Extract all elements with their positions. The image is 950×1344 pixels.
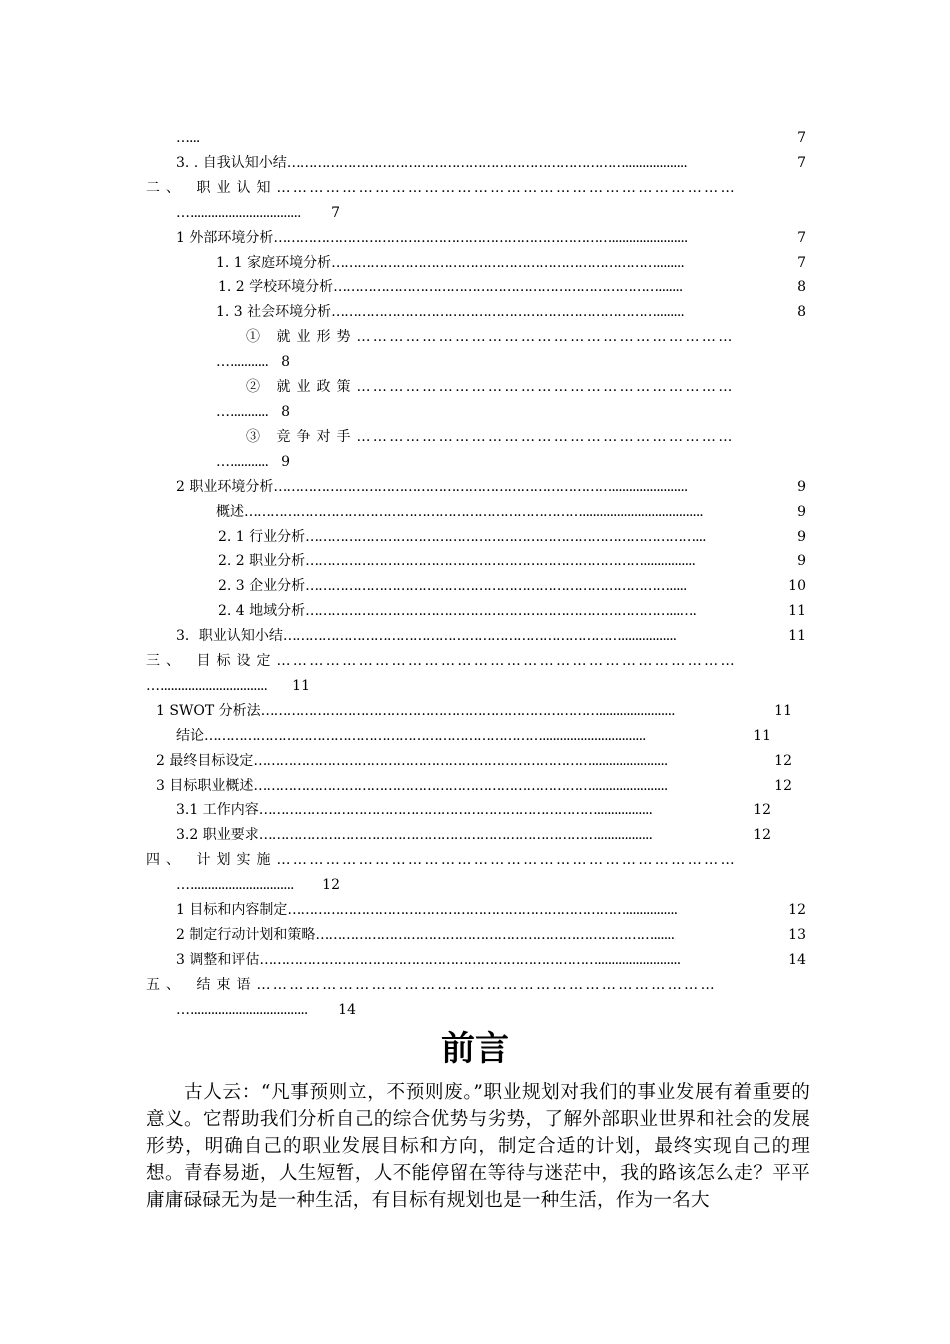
toc-page-number: 7 — [797, 130, 806, 146]
toc-entry[interactable] — [156, 776, 792, 796]
toc-entry-label: 二、 职业认知 — [146, 180, 277, 196]
toc-leader-dots: …………………………………………………………………….............................. — [204, 728, 646, 744]
toc-leader-dots: … … … … … … … … … … … … … … … … … … … … … … … … … … … … — [276, 653, 734, 669]
toc-entry[interactable] — [216, 302, 806, 322]
toc-page-number: 9 — [797, 504, 806, 520]
toc-leader-dots: …………………………………………………………………........ — [331, 304, 684, 320]
toc-entry[interactable] — [176, 203, 340, 223]
toc-entry[interactable] — [176, 626, 806, 646]
toc-entry[interactable] — [176, 1000, 356, 1020]
toc-entry[interactable] — [246, 327, 806, 347]
toc-leader-dots: ……………………………………………………………………............... — [305, 553, 695, 569]
toc-entry[interactable] — [176, 825, 771, 845]
toc-entry[interactable] — [246, 377, 806, 397]
toc-entry-label: 3. . 自我认知小结 — [176, 155, 287, 171]
toc-entry[interactable] — [176, 128, 806, 148]
toc-page-number: 7 — [797, 255, 806, 271]
toc-leader-dots: … … … … … … … … … … … … … … … … … … … … … … … — [356, 379, 732, 395]
toc-entry-label: 3.1 工作内容 — [176, 802, 259, 818]
toc-entry[interactable] — [176, 228, 806, 248]
toc-entry-label: 2 职业环境分析 — [176, 479, 274, 495]
toc-page-number: 9 — [797, 479, 806, 495]
toc-entry-label: 1 外部环境分析 — [176, 230, 274, 246]
toc-entry-label: 四、 计划实施 — [146, 852, 277, 868]
toc-page-number: 8 — [797, 304, 806, 320]
toc-entry[interactable] — [146, 178, 806, 198]
toc-entry-label: 结论 — [176, 728, 204, 744]
toc-entry-label: 2. 2 职业分析 — [218, 553, 306, 569]
toc-entry[interactable] — [218, 576, 806, 596]
toc-leader-dots: …... — [176, 130, 200, 146]
toc-page-number: 7 — [797, 155, 806, 171]
toc-leader-dots: .............................. — [190, 877, 294, 893]
toc-leader-dots: ............................... — [160, 678, 267, 694]
toc-entry-label: 2. 1 行业分析 — [218, 529, 306, 545]
toc-page-number: 14 — [788, 952, 806, 968]
toc-page-number: 14 — [338, 1002, 356, 1018]
toc-entry[interactable] — [216, 352, 290, 372]
toc-page-number: 11 — [774, 703, 792, 719]
toc-entry[interactable] — [218, 527, 806, 547]
toc-entry-label: 2 最终目标设定 — [156, 753, 254, 769]
toc-entry[interactable] — [176, 726, 771, 746]
toc-page-number: 12 — [774, 753, 792, 769]
toc-entry-label: … — [176, 877, 190, 893]
toc-page-number: 12 — [774, 778, 792, 794]
toc-entry-label: 三、 目标设定 — [146, 653, 277, 669]
toc-entry[interactable] — [216, 502, 806, 522]
toc-page-number: 8 — [281, 354, 290, 370]
toc-entry[interactable] — [216, 253, 806, 273]
toc-leader-dots: … … … … … … … … … … … … … … … … … … … … … … … — [356, 329, 732, 345]
toc-page-number: 9 — [281, 454, 290, 470]
toc-entry-label: 3 目标职业概述 — [156, 778, 254, 794]
toc-entry-label: 1 SWOT 分析法 — [156, 703, 261, 719]
toc-page-number: 7 — [797, 230, 806, 246]
toc-page-number: 12 — [788, 902, 806, 918]
toc-entry-label: 1. 2 学校环境分析 — [218, 279, 334, 295]
toc-page-number: 9 — [797, 553, 806, 569]
toc-leader-dots: … … … … … … … … … … … … … … … … … … … … … … … — [356, 429, 732, 445]
toc-leader-dots: …………………………………………………………………....... — [333, 279, 683, 295]
toc-leader-dots: ........... — [230, 454, 268, 470]
toc-page-number: 8 — [797, 279, 806, 295]
toc-leader-dots: …………………………………………………………………........ — [331, 255, 684, 271]
toc-leader-dots: .................................. — [190, 1002, 308, 1018]
toc-entry[interactable] — [176, 900, 806, 920]
toc-entry-label: ② 就业政策 — [246, 379, 357, 395]
toc-leader-dots: …………………………………………………………………….................. — [286, 155, 687, 171]
toc-leader-dots: ……………………………………………………………………........................ — [259, 952, 681, 968]
toc-page-number: 8 — [281, 404, 290, 420]
toc-leader-dots: ………………………………………………………………………………... — [305, 529, 706, 545]
toc-page-number: 13 — [788, 927, 806, 943]
toc-entry[interactable] — [176, 950, 806, 970]
toc-entry-label: … — [176, 205, 190, 221]
toc-entry-label: 1 目标和内容制定 — [176, 902, 288, 918]
toc-entry-label: ① 就业形势 — [246, 329, 357, 345]
toc-page-number: 12 — [322, 877, 340, 893]
toc-leader-dots: ........... — [230, 404, 268, 420]
toc-page-number: 11 — [292, 678, 310, 694]
toc-entry-label: 1. 1 家庭环境分析 — [216, 255, 332, 271]
toc-entry-label: 2. 4 地域分析 — [218, 603, 306, 619]
toc-entry-label: 3 调整和评估 — [176, 952, 260, 968]
toc-entry-label: 2 制定行动计划和策略 — [176, 927, 316, 943]
toc-page-number: 12 — [753, 802, 771, 818]
toc-entry[interactable] — [146, 850, 806, 870]
toc-leader-dots: ……………………………………………………………………...................... — [253, 778, 668, 794]
toc-leader-dots: … … … … … … … … … … … … … … … … … … … … … … … … … … … … — [276, 852, 734, 868]
toc-leader-dots: ……………………………………………………………………...................... — [260, 703, 675, 719]
preface-paragraph: 古人云：“凡事预则立，不预则废。”职业规划对我们的事业发展有着重要的意义。它帮助我们分析自己的综合优势与劣势，了解外部职业世界和社会的发展形势，明确自己的职业发展目标和方向，制定合适的计划，最终实现自己的理想。青春易逝，人生短暂，人不能停留在等待与迷茫中，我的路该怎么走？平平庸庸碌碌无为是一种生活，有目标有规划也是一种生活，作为一名大 — [146, 1082, 810, 1211]
toc-entry-label: … — [216, 354, 230, 370]
toc-leader-dots: ……………………………………………………………………...................... — [253, 753, 668, 769]
toc-entry[interactable] — [216, 452, 290, 472]
toc-entry-label: ③ 竞争对手 — [246, 429, 357, 445]
toc-page-number: 12 — [753, 827, 771, 843]
toc-entry[interactable] — [218, 277, 806, 297]
toc-page-number: 10 — [788, 578, 806, 594]
toc-entry[interactable] — [216, 402, 290, 422]
toc-leader-dots: … … … … … … … … … … … … … … … … … … … … … … … … … … … … — [276, 180, 734, 196]
toc-page-number: 11 — [788, 603, 806, 619]
toc-leader-dots: ……………………………………………………………………............... — [287, 902, 678, 918]
toc-entry[interactable] — [218, 551, 806, 571]
toc-entry[interactable] — [146, 676, 310, 696]
toc-entry-label: … — [216, 454, 230, 470]
toc-entry-label: … — [176, 1002, 190, 1018]
toc-entry-label: 1. 3 社会环境分析 — [216, 304, 332, 320]
toc-entry-label: 3.2 职业要求 — [176, 827, 259, 843]
toc-leader-dots: ……………………………………………………………………................ — [258, 827, 652, 843]
toc-entry-label: … — [216, 404, 230, 420]
toc-leader-dots: ........... — [230, 354, 268, 370]
preface-title: 前言 — [441, 1029, 509, 1069]
toc-page-number: 11 — [753, 728, 771, 744]
toc-entry[interactable] — [218, 601, 806, 621]
toc-entry[interactable] — [156, 701, 792, 721]
toc-leader-dots: ……………………………………………………………………................................... — [244, 504, 703, 520]
toc-entry[interactable] — [176, 925, 806, 945]
toc-page-number: 11 — [788, 628, 806, 644]
toc-leader-dots: … … … … … … … … … … … … … … … … … … … … … … … … … … … … — [256, 977, 714, 993]
toc-entry-label: 2. 3 企业分析 — [218, 578, 306, 594]
toc-leader-dots: ……………………………………………………………………................ — [258, 802, 652, 818]
toc-leader-dots: …………………………………………………………………………..... — [305, 578, 687, 594]
toc-entry[interactable] — [156, 751, 792, 771]
toc-entry-label: 概述 — [216, 504, 244, 520]
toc-entry[interactable] — [176, 800, 771, 820]
toc-entry[interactable] — [146, 975, 806, 995]
toc-entry-label: 3．职业认知小结 — [176, 628, 283, 644]
toc-page-number: 7 — [331, 205, 340, 221]
toc-entry-label: … — [146, 678, 160, 694]
toc-leader-dots: ……………………………………………………………………...................... — [273, 230, 688, 246]
toc-entry[interactable] — [176, 153, 806, 173]
toc-leader-dots: ……………………………………………………………………................ — [282, 628, 677, 644]
toc-entry[interactable] — [146, 651, 806, 671]
toc-leader-dots: ……………………………………………………………………...................... — [273, 479, 688, 495]
toc-leader-dots: ................................ — [190, 205, 301, 221]
toc-leader-dots: ……………………………………………………………………...... — [315, 927, 675, 943]
toc-page-number: 9 — [797, 529, 806, 545]
toc-entry[interactable] — [176, 875, 340, 895]
toc-entry[interactable] — [176, 477, 806, 497]
toc-leader-dots: …………………………………………………………………………...…. — [305, 603, 696, 619]
toc-entry-label: 五、 结束语 — [146, 977, 257, 993]
toc-entry[interactable] — [246, 427, 806, 447]
